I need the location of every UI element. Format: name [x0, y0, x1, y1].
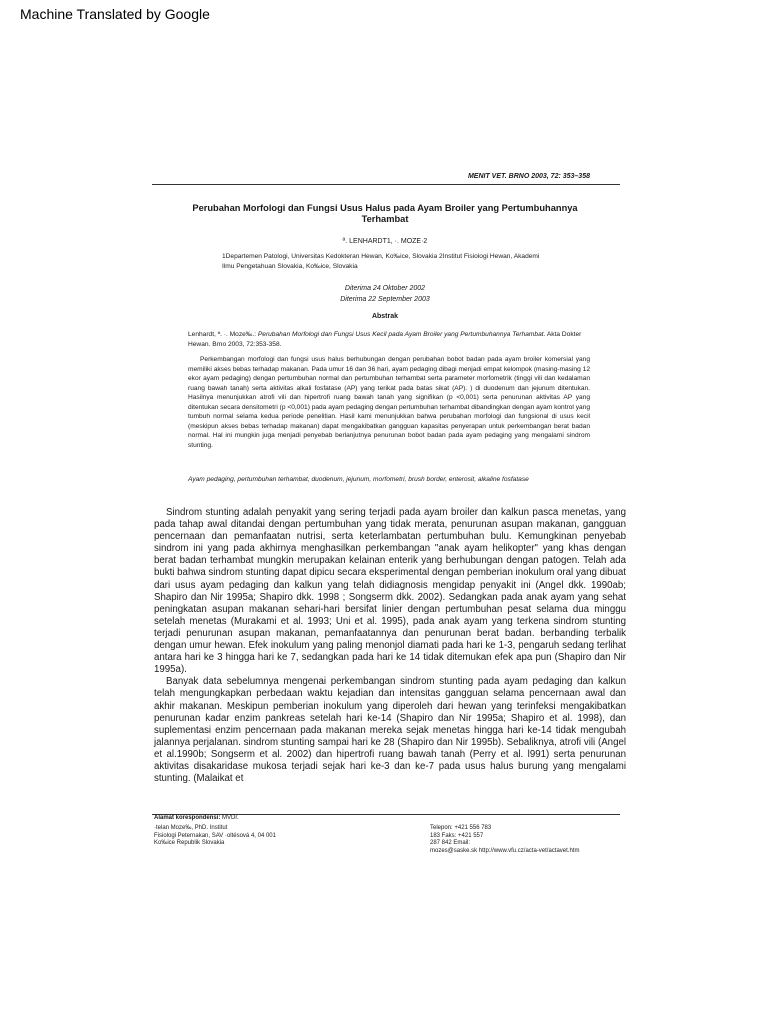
- paper-title: Perubahan Morfologi dan Fungsi Usus Halus pada Ayam Broiler yang Pertumbuhannya Terhambat: [192, 203, 578, 224]
- correspondence-contact: [430, 825, 630, 855]
- citation-authors: Lenhardt, ª. ·. Moze‰.:: [188, 331, 258, 338]
- contact-line: Telepon: +421 556 783: [430, 825, 492, 831]
- contact-line: 183 Faks: +421 557: [430, 832, 484, 839]
- paper-authors: ª. LENHARDT1, ·. MOZE·2: [342, 238, 428, 245]
- address-line: Fisiologi Peternakan, SAV ·oltésová 4, 04 001: [154, 832, 276, 839]
- body-text: [154, 507, 626, 785]
- contact-line: mozes@saske.sk http://www.vfu.cz/acta-vet/actavet.htm: [430, 847, 580, 854]
- keywords: Ayam pedaging, pertumbuhan terhambat, duodenum, jejunum, morfometri, brush border, enterosit, alkaline fosfatase: [188, 476, 529, 483]
- address-line: ·telan Moze‰, PhD. Institut: [154, 825, 228, 831]
- citation-source: Akta Dokter Hewan. Brno 2003, 72:353-358.: [188, 331, 582, 348]
- body-paragraph: Sindrom stunting adalah penyakit yang sering terjadi pada ayam broiler dan kalkun pasca menetas, yang pada tahap awal ditandai dengan pertumbuhan yang tidak merata, penurunan asupan makanan, gangguan pencernaan dan pemanfaatan nutrisi, serta keterlambatan pertumbuhan bulu. Kemungkinan penyebab sindrom ini yang pada akhirnya menghasilkan perkembangan "anak ayam helikopter" yang khas dengan berat badan terhambat mungkin merupakan kelainan enterik yang berhubungan dengan patogen. Telah ada bukti bahwa sindrom stunting dapat dipicu secara eksperimental dengan pemberian inokulum oral yang dibuat dari usus ayam pedaging dan kalkun yang telah didiagnosis mengidap penyakit ini (Angel dkk. 1990ab; Shapiro dan Nir 1995a; Shapiro dkk. 1998 ; Songserm dkk. 2002). Sedangkan pada anak ayam yang sehat peningkatan asupan makanan sehari-hari bersifat linier dengan pertumbuhan pesat selama dua minggu setelah menetas (Murakami et al. 1993; Uni et al. 1995), pada anak ayam yang terkena sindrom stunting terjadi penurunan asupan makanan, pemanfaatannya dan penurunan berat badan. berbanding terbalik dengan umur hewan. Efek inokulum yang paling menonjol diamati pada hari ke 1-3, pengaruh sedang terlihat antara hari ke 3 hingga hari ke 7, sedangkan pada hari ke 14 tidak ditemukan efek apa pun (Shapiro dan Nir 1995a).: [154, 507, 626, 676]
- accepted-date: Diterima 22 September 2003: [340, 296, 430, 303]
- correspondence-label: [154, 815, 239, 821]
- abstract-citation: [188, 330, 588, 349]
- correspondence-label-suffix: MVDr.: [220, 815, 239, 821]
- abstract-text: Perkembangan morfologi dan fungsi usus halus berhubungan dengan perubahan bobot badan pada ayam broiler komersial yang memiliki akses bebas terhadap makanan. Pada umur 16 dan 36 hari, ayam pedaging dibagi menjadi empat kelompok (masing-masing 12 ekor ayam pedaging) dengan pertumbuhan normal dan pertumbuhan terhambat serta parameter morfometrik (tinggi vili dan kedalaman ruang bawah tanah) serta aktivitas alkali fosfatase (AP) yang terikat pada batas sikat (AP). ) di duodenum dan jejunum ditentukan. Hasilnya menunjukkan atrofi vili dan hipertrofi ruang bawah tanah yang signifikan (p <0,001) serta penurunan aktivitas AP yang ditentukan secara densitometri (p <0,001) pada ayam pedaging dengan pertumbuhan terhambat dibandingkan dengan ayam kontrol yang tumbuh normal selama kedua periode penelitian. Hasil kami menunjukkan bahwa perubahan morfologi dan fungsional di usus kecil (meskipun akses bebas terhadap makanan) dapat mengakibatkan gangguan kapasitas penyerapan untuk perkembangan berat badan normal. Hal ini mungkin juga menjadi penyebab berlanjutnya penurunan bobot badan pada ayam pedaging yang mengalami sindrom stunting.: [188, 356, 590, 449]
- body-paragraph: Banyak data sebelumnya mengenai perkembangan sindrom stunting pada ayam pedaging dan kalkun telah mengungkapkan perbedaan waktu kejadian dan intensitas gangguan selama pencernaan awal dan akhir makanan. Meskipun pemberian inokulum yang diperoleh dari hewan yang terinfeksi mengakibatkan penurunan kadar enzim pankreas setelah hari ke-14 (Shapiro dan Nir 1995a; Shapiro et al. 1998), dan suplementasi enzim pencernaan pada makanan mereka sejak menetas hingga hari ke-14 tidak mengubah jalannya perjalanan. sindrom stunting sampai hari ke 28 (Shapiro dan Nir 1995b). Sebaliknya, atrofi vili (Angel et al.1990b; Songserm et al. 2002) dan hipertrofi ruang bawah tanah (Perry et al. l991) serta penurunan aktivitas disakaridase mukosa terjadi sejak hari ke-3 dan ke-7 pada usus halus burung yang mengalami stunting. (Malaikat et: [154, 676, 626, 785]
- machine-translation-banner: Machine Translated by Google: [20, 6, 210, 22]
- address-line: Ko‰ice Republik Slovakia: [154, 840, 225, 846]
- received-date: Diterima 24 Oktober 2002: [344, 285, 426, 292]
- author-affiliations: 1Departemen Patologi, Universitas Kedokteran Hewan, Ko‰ice, Slovakia 2Institut Fisiologi Hewan, Akademi Ilmu Pengetahuan Slovakia, Ko‰ice, Slovakia: [222, 253, 540, 270]
- journal-reference: MENIT VET. BRNO 2003, 72: 353–358: [467, 173, 590, 180]
- header-rule: [152, 184, 620, 185]
- correspondence-address: [154, 825, 354, 848]
- contact-line: 287 842 Email:: [430, 840, 471, 846]
- citation-title: Perubahan Morfologi dan Fungsi Usus Kecil pada Ayam Broiler yang Pertumbuhannya Terhambat.: [257, 331, 546, 338]
- submission-dates: [190, 283, 580, 305]
- correspondence-label-text: Alamat korespondensi:: [154, 815, 221, 821]
- abstract-heading: Abstrak: [371, 313, 399, 320]
